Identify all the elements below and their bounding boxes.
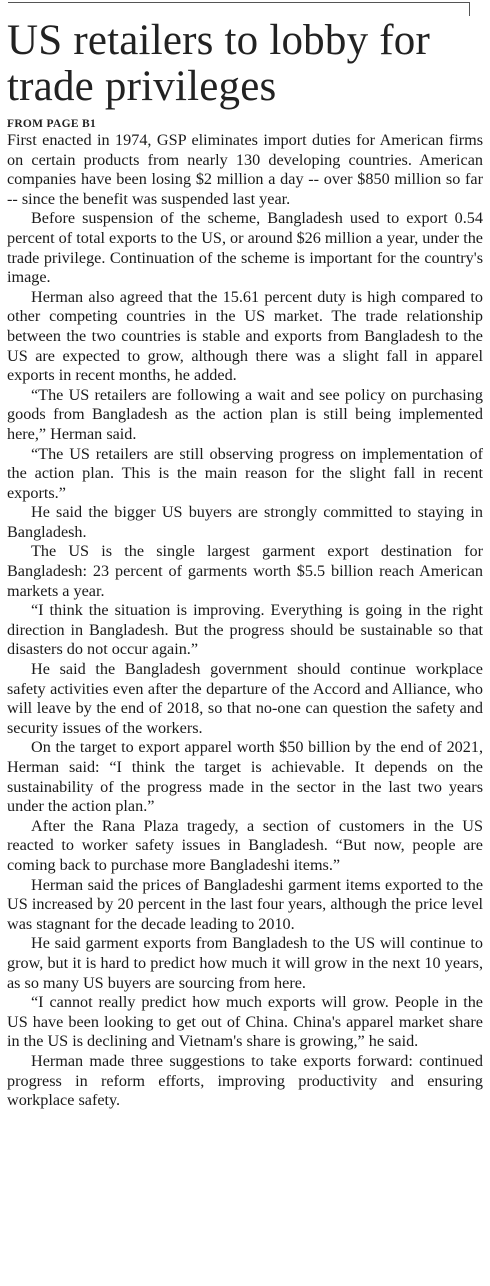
article-paragraph: He said the Bangladesh government should continue workplace safety activities even after the departure of the Accord and Alliance, who will leave by the end of 2018, so that no-one can question the safety and security issues of the workers. (7, 660, 483, 737)
article-headline: US retailers to lobby for trade privileges (7, 17, 430, 110)
article-paragraph: Before suspension of the scheme, Bangladesh used to export 0.54 percent of total exports to the US, or around $26 million a year, under the trade privilege. Continuation of the scheme is important for the country's image. (7, 209, 483, 287)
top-divider-line (8, 2, 470, 3)
article-paragraph: “The US retailers are still observing progress on implementation of the action plan. This is the main reason for the slight fall in recent exports.” (7, 444, 483, 502)
article-paragraph: On the target to export apparel worth $50 billion by the end of 2021, Herman said: “I think the target is achievable. It depends on the sustainability of the progress made in the sector in the last two years under the action plan.” (7, 738, 483, 816)
article-paragraph: He said the bigger US buyers are strongly committed to staying in Bangladesh. (7, 503, 483, 541)
article-body (7, 131, 483, 1111)
article-paragraph: Herman made three suggestions to take exports forward: continued progress in reform efforts, improving productivity and ensuring workplace safety. (7, 1051, 483, 1110)
article-paragraph: He said garment exports from Bangladesh to the US will continue to grow, but it is hard to predict how much it will grow in the next 10 years, as so many US buyers are sourcing from here. (7, 934, 483, 992)
news-article (7, 18, 483, 1111)
article-paragraph: First enacted in 1974, GSP eliminates import duties for American firms on certain products from nearly 130 developing countries. American companies have been losing $2 million a day -- over $850 million so far -- since the benefit was suspended last year. (7, 131, 483, 208)
article-paragraph: “I think the situation is improving. Everything is going in the right direction in Bangladesh. But the progress should be sustainable so that disasters do not occur again.” (7, 601, 483, 659)
article-paragraph: The US is the single largest garment export destination for Bangladesh: 23 percent of garments worth $5.5 billion reach American markets a year. (7, 542, 483, 600)
article-paragraph: Herman also agreed that the 15.61 percent duty is high compared to other competing countries in the US market. The trade relationship between the two countries is stable and exports from Bangladesh to the US are expected to grow, although there was a slight fall in apparel exports in recent months, he added. (7, 287, 483, 385)
article-paragraph: Herman said the prices of Bangladeshi garment items exported to the US increased by 20 percent in the last four years, although the price level was stagnant for the decade leading to 2010. (7, 875, 483, 933)
article-paragraph: “The US retailers are following a wait and see policy on purchasing goods from Bangladesh as the action plan is still being implemented here,” Herman said. (7, 385, 483, 443)
article-paragraph: After the Rana Plaza tragedy, a section of customers in the US reacted to worker safety issues in Bangladesh. “But now, people are coming back to purchase more Bangladeshi items.” (7, 816, 483, 874)
article-paragraph: “I cannot really predict how much exports will grow. People in the US have been looking to get out of China. China's apparel market share in the US is declining and Vietnam's share is growing,” he said. (7, 993, 483, 1051)
continuation-kicker: FROM PAGE B1 (7, 118, 96, 130)
column-divider-line (469, 2, 470, 16)
